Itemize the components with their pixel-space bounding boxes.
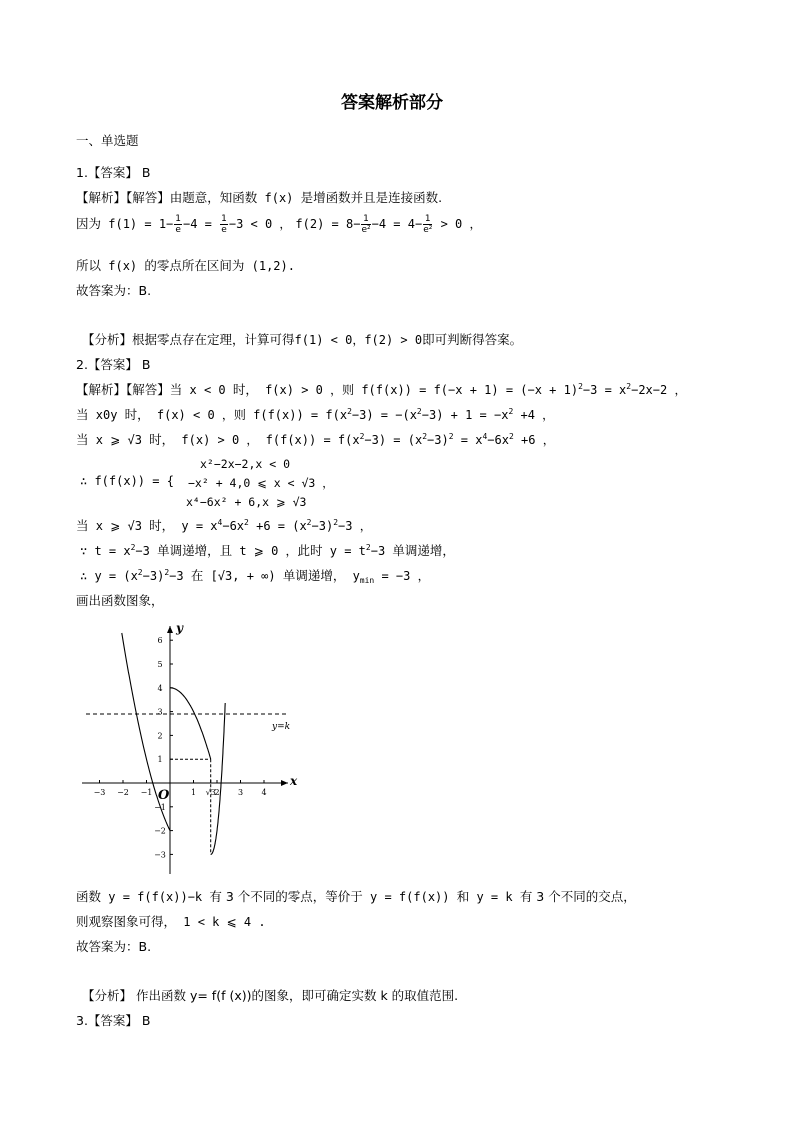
q2-line3: 当 x ⩾ √3 时， f(x) > 0 ， $f(f(x)) = f(x^2-3) = (x^2-3)^2 = x^4-6x^2 +6$ ，	[76, 432, 555, 447]
curve-right-quartic	[211, 703, 226, 854]
q2-line1: 【解析】【解答】当 x < 0 时， f(x) > 0 ，则 $f(f(x)) = f(-x + 1) = (-x + 1)^2-3 = x^2-2x-2$ ，	[76, 382, 687, 397]
y-tick-label: 3	[157, 707, 163, 717]
q3-answer: 3.【答案】 B	[76, 1013, 151, 1028]
q2-analysis: 【分析】 作出函数 y= f(f (x))的图象，即可确定实数 k 的取值范围.	[82, 988, 459, 1003]
x-tick-label: −1	[140, 788, 153, 797]
x-tick-label: 3	[237, 788, 244, 797]
y-tick-label: 6	[157, 636, 163, 646]
q2-answer: 2.【答案】 B	[76, 357, 151, 372]
origin-label: O	[158, 788, 170, 803]
q1-jiexi: 【解析】【解答】由题意，知函数 f(x) 是增函数并且是连接函数.	[76, 190, 443, 205]
piece-case-1: x²−2x−2,x < 0	[200, 457, 291, 471]
q1-answer: 1.【答案】 B	[76, 165, 151, 180]
x-axis-arrow	[281, 780, 288, 786]
y-tick-label: −2	[154, 826, 166, 836]
q2-line7: 函数 y = f(f(x))−k 有 3 个不同的零点，等价于 y = f(f(x)) 和 y = k 有 3 个不同的交点，	[76, 889, 636, 904]
q1-analysis: 【分析】根据零点存在定理，计算可得f(1) < 0，f(2) > 0即可判断得答案。	[82, 332, 523, 347]
piecewise-cases	[186, 455, 334, 512]
y-tick-label: −1	[154, 802, 166, 812]
curve-middle-parabola	[170, 688, 211, 759]
q2-draw-graph: 画出函数图象，	[76, 593, 164, 608]
function-graph	[78, 616, 308, 878]
page-title: 答案解析部分	[341, 93, 443, 113]
piece-case-2: −x² + 4,0 ⩽ x < √3 ，	[188, 476, 334, 490]
y-axis-label: y	[176, 621, 183, 635]
y-tick-label: 2	[157, 731, 163, 741]
x-tick-label: 4	[261, 788, 267, 797]
x-tick-label: −2	[117, 788, 129, 797]
x-tick-label: √3	[205, 788, 216, 797]
y-axis-arrow	[167, 626, 173, 633]
piecewise-therefore: ∴ f(f(x)) = {	[80, 474, 174, 488]
y-tick-label: 5	[157, 660, 163, 669]
y-tick-label: 1	[157, 755, 163, 765]
x-tick-label: 2	[214, 788, 220, 797]
y-tick-label: −3	[154, 850, 166, 860]
q1-suoyi: 所以 f(x) 的零点所在区间为 (1,2).	[76, 258, 295, 273]
line-k-label: y=k	[272, 721, 291, 732]
x-tick-label: −3	[93, 788, 106, 797]
q2-line2: 当 x0y 时， f(x) < 0 ，则 $f(f(x)) = f(x^2-3) = -(x^2-3) + 1 = -x^2 +4$ ，	[76, 407, 555, 422]
q2-conclusion: 故答案为：B.	[76, 939, 152, 954]
q2-line6: ∴ $y = (x^2-3)^2-3$ 在 [√3, + ∞) 单调递增， $y_{min} = -3$ ，	[80, 568, 430, 585]
q2-line5: ∵ $t = x^2-3$ 单调递增，且 t ⩾ 0 ，此时 $y = t^2-3$ 单调递增，	[80, 543, 455, 558]
piece-case-3: x⁴−6x² + 6,x ⩾ √3	[186, 495, 307, 509]
q2-line4: 当 x ⩾ √3 时， $y = x^4-6x^2 +6 = (x^2-3)^2-3$ ，	[76, 518, 372, 533]
q1-conclusion: 故答案为：B.	[76, 283, 152, 298]
x-tick-label: 1	[190, 788, 197, 797]
q1-values-line: 因为 f(1) = 1− $\frac{1}{e}$ −4 = $\frac{1}{e}$ −3 < 0 ， f(2) = 8− $\frac{1}{\text{e²}}$ −4 = 4− $\frac{1}{\text{e²}}$ > 0 ，	[76, 214, 482, 235]
x-axis-label: x	[290, 774, 298, 788]
q2-line8: 则观察图象可得， 1 < k ⩽ 4 .	[76, 914, 266, 929]
section-heading: 一、单选题	[76, 133, 139, 148]
y-tick-label: 4	[157, 683, 163, 693]
